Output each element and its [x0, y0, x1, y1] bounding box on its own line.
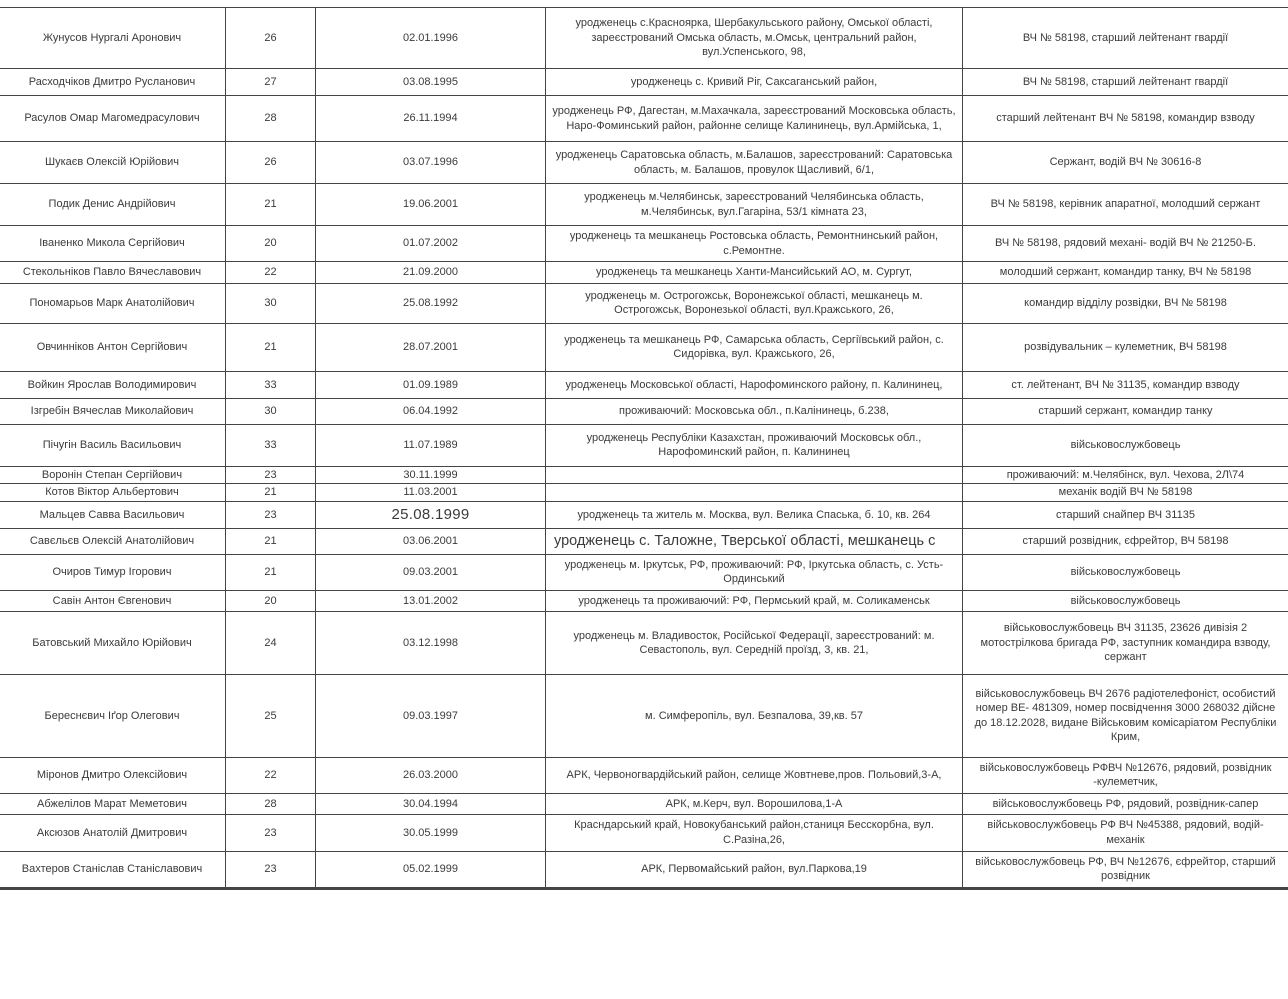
service-cell: військовослужбовець ВЧ 2676 радіотелефоніст, особистий номер ВЕ- 481309, номер посвідчення 3000 268032 дійсне до 18.12.2028, видане Військовим комісаріатом Республіки Крим,	[963, 674, 1288, 757]
name-cell: Шукаєв Олексій Юрійович	[0, 142, 226, 184]
service-cell: військовослужбовець РФ, ВЧ №12676, єфрейтор, старший розвідник	[963, 851, 1288, 888]
birthdate-cell: 01.09.1989	[316, 371, 546, 399]
age-cell: 33	[226, 371, 316, 399]
table-row	[0, 484, 1288, 502]
origin-cell: уродженець с. Кривий Ріг, Саксаганський район,	[546, 68, 963, 96]
table-row	[0, 184, 1288, 226]
birthdate-cell: 26.11.1994	[316, 96, 546, 142]
name-cell: Очиров Тимур Ігорович	[0, 554, 226, 590]
name-cell: Котов Віктор Альбертович	[0, 484, 226, 502]
age-cell: 27	[226, 68, 316, 96]
service-cell: військовослужбовець	[963, 424, 1288, 466]
birthdate-cell: 11.07.1989	[316, 424, 546, 466]
service-cell: молодший сержант, командир танку, ВЧ № 58198	[963, 262, 1288, 284]
origin-cell: АРК, м.Керч, вул. Ворошилова,1-А	[546, 793, 963, 815]
service-cell: військовослужбовець	[963, 590, 1288, 612]
name-cell: Подик Денис Андрійович	[0, 184, 226, 226]
origin-cell: уродженець с. Таложне, Тверської області, мешканець с	[546, 528, 963, 554]
age-cell: 23	[226, 815, 316, 851]
origin-cell: уродженець м.Челябинськ, зареєстрований Челябинська область, м.Челябинськ, вул.Гагаріна, 53/1 кімната 23,	[546, 184, 963, 226]
age-cell: 21	[226, 554, 316, 590]
age-cell: 28	[226, 96, 316, 142]
table-row	[0, 96, 1288, 142]
service-cell: ВЧ № 58198, старший лейтенант гвардії	[963, 8, 1288, 69]
service-cell: старший лейтенант ВЧ № 58198, командир взводу	[963, 96, 1288, 142]
service-cell: ВЧ № 58198, старший лейтенант гвардії	[963, 68, 1288, 96]
service-cell: військовослужбовець РФ ВЧ №45388, рядовий, водій-механік	[963, 815, 1288, 851]
name-cell: Абжелілов Марат Меметович	[0, 793, 226, 815]
table-row	[0, 68, 1288, 96]
table-row	[0, 399, 1288, 425]
origin-cell: м. Симферопіль, вул. Безпалова, 39,кв. 57	[546, 674, 963, 757]
name-cell: Жунусов Нургалі Аронович	[0, 8, 226, 69]
table-row	[0, 612, 1288, 675]
name-cell: Береснєвич Іґор Олегович	[0, 674, 226, 757]
service-cell: військовослужбовець	[963, 554, 1288, 590]
origin-cell	[546, 466, 963, 484]
name-cell: Вахтеров Станіслав Станіславович	[0, 851, 226, 888]
birthdate-cell: 06.04.1992	[316, 399, 546, 425]
service-cell: Сержант, водій ВЧ № 30616-8	[963, 142, 1288, 184]
service-cell: військовослужбовець РФВЧ №12676, рядовий, розвідник -кулеметчик,	[963, 757, 1288, 793]
table-row	[0, 262, 1288, 284]
table-row	[0, 226, 1288, 262]
service-cell: ст. лейтенант, ВЧ № 31135, командир взводу	[963, 371, 1288, 399]
age-cell: 24	[226, 612, 316, 675]
origin-cell: уродженець Московської області, Нарофоминского району, п. Калининец,	[546, 371, 963, 399]
service-cell: командир відділу розвідки, ВЧ № 58198	[963, 283, 1288, 323]
name-cell: Мальцев Савва Васильович	[0, 501, 226, 528]
name-cell: Батовський Михайло Юрійович	[0, 612, 226, 675]
origin-cell: АРК, Червоногвардійський район, селище Жовтневе,пров. Польовий,3-А,	[546, 757, 963, 793]
birthdate-cell: 03.06.2001	[316, 528, 546, 554]
name-cell: Овчинніков Антон Сергійович	[0, 323, 226, 371]
origin-cell: уродженець с.Красноярка, Шербакульського району, Омської області, зареєстрований Омська область, м.Омськ, центральний район, вул.Успенського, 98,	[546, 8, 963, 69]
birthdate-cell: 28.07.2001	[316, 323, 546, 371]
name-cell: Пічугін Василь Васильович	[0, 424, 226, 466]
birthdate-cell: 25.08.1999	[316, 501, 546, 528]
table-row	[0, 466, 1288, 484]
service-cell: військовослужбовець ВЧ 31135, 23626 дивізія 2 мотострілкова бригада РФ, заступник командира взводу, сержант	[963, 612, 1288, 675]
origin-cell: проживаючий: Московська обл., п.Калінинець, б.238,	[546, 399, 963, 425]
birthdate-cell: 09.03.2001	[316, 554, 546, 590]
name-cell: Воронін Степан Сергійович	[0, 466, 226, 484]
name-cell: Войкин Ярослав Володимирович	[0, 371, 226, 399]
age-cell: 22	[226, 262, 316, 284]
origin-cell: уродженець та мешканець Ростовська область, Ремонтнинський район, с.Ремонтне.	[546, 226, 963, 262]
age-cell: 21	[226, 528, 316, 554]
table-row	[0, 8, 1288, 69]
personnel-table	[0, 7, 1288, 890]
birthdate-cell: 30.04.1994	[316, 793, 546, 815]
table-row	[0, 323, 1288, 371]
service-cell: старший розвідник, єфрейтор, ВЧ 58198	[963, 528, 1288, 554]
table-body	[0, 8, 1288, 889]
service-cell: ВЧ № 58198, керівник апаратної, молодший сержант	[963, 184, 1288, 226]
origin-cell: уродженець та проживаючий: РФ, Пермський край, м. Соликаменськ	[546, 590, 963, 612]
name-cell: Савін Антон Євгенович	[0, 590, 226, 612]
origin-cell: уродженець РФ, Дагестан, м.Махачкала, зареєстрований Московська область, Наро-Фоминський район, районне селище Калининець, вул.Армійська, 1,	[546, 96, 963, 142]
name-cell: Расулов Омар Магомедрасулович	[0, 96, 226, 142]
origin-cell: АРК, Первомайський район, вул.Паркова,19	[546, 851, 963, 888]
birthdate-cell: 25.08.1992	[316, 283, 546, 323]
table-row	[0, 283, 1288, 323]
service-cell: старший снайпер ВЧ 31135	[963, 501, 1288, 528]
birthdate-cell: 02.01.1996	[316, 8, 546, 69]
origin-cell: уродженець та мешканець Ханти-Мансийський АО, м. Сургут,	[546, 262, 963, 284]
age-cell: 20	[226, 590, 316, 612]
name-cell: Стекольніков Павло Вячеславович	[0, 262, 226, 284]
table-row	[0, 590, 1288, 612]
age-cell: 21	[226, 484, 316, 502]
service-cell: механік водій ВЧ № 58198	[963, 484, 1288, 502]
birthdate-cell: 03.12.1998	[316, 612, 546, 675]
service-cell: військовослужбовець РФ, рядовий, розвідник-сапер	[963, 793, 1288, 815]
table-row	[0, 757, 1288, 793]
name-cell: Расходчіков Дмитро Русланович	[0, 68, 226, 96]
age-cell: 23	[226, 501, 316, 528]
name-cell: Іваненко Микола Сергійович	[0, 226, 226, 262]
birthdate-cell: 09.03.1997	[316, 674, 546, 757]
origin-cell: Красндарський край, Новокубанський район,станиця Бесскорбна, вул. С.Разіна,26,	[546, 815, 963, 851]
birthdate-cell: 03.08.1995	[316, 68, 546, 96]
origin-cell: уродженець м. Іркутськ, РФ, проживаючий: РФ, Іркутська область, с. Усть-Ординський	[546, 554, 963, 590]
birthdate-cell: 01.07.2002	[316, 226, 546, 262]
age-cell: 33	[226, 424, 316, 466]
birthdate-cell: 19.06.2001	[316, 184, 546, 226]
table-row	[0, 674, 1288, 757]
name-cell: Ізгребін Вячеслав Миколайович	[0, 399, 226, 425]
table-row	[0, 501, 1288, 528]
age-cell: 21	[226, 184, 316, 226]
origin-cell: уродженець та житель м. Москва, вул. Велика Спаська, б. 10, кв. 264	[546, 501, 963, 528]
name-cell: Аксюзов Анатолій Дмитрович	[0, 815, 226, 851]
birthdate-cell: 03.07.1996	[316, 142, 546, 184]
age-cell: 21	[226, 323, 316, 371]
origin-cell: уродженець Республіки Казахстан, проживаючий Московськ обл., Нарофоминский район, п. Калининец	[546, 424, 963, 466]
origin-cell: уродженець Саратовська область, м.Балашов, зареєстрований: Саратовська область, м. Балашов, провулок Щасливий, 6/1,	[546, 142, 963, 184]
origin-cell	[546, 484, 963, 502]
age-cell: 23	[226, 466, 316, 484]
birthdate-cell: 30.05.1999	[316, 815, 546, 851]
service-cell: розвідувальник – кулеметник, ВЧ 58198	[963, 323, 1288, 371]
origin-cell: уродженець та мешканець РФ, Самарська область, Сергіївський район, с. Сидорівка, вул. Кражського, 26,	[546, 323, 963, 371]
age-cell: 25	[226, 674, 316, 757]
age-cell: 28	[226, 793, 316, 815]
age-cell: 23	[226, 851, 316, 888]
table-row	[0, 528, 1288, 554]
name-cell: Пономарьов Марк Анатолійович	[0, 283, 226, 323]
table-row	[0, 554, 1288, 590]
service-cell: ВЧ № 58198, рядовий механі- водій ВЧ № 21250-Б.	[963, 226, 1288, 262]
service-cell: старший сержант, командир танку	[963, 399, 1288, 425]
birthdate-cell: 26.03.2000	[316, 757, 546, 793]
name-cell: Міронов Дмитро Олексійович	[0, 757, 226, 793]
table-row	[0, 142, 1288, 184]
age-cell: 26	[226, 8, 316, 69]
table-row	[0, 851, 1288, 888]
age-cell: 30	[226, 283, 316, 323]
age-cell: 30	[226, 399, 316, 425]
name-cell: Савєльєв Олексій Анатолійович	[0, 528, 226, 554]
birthdate-cell: 21.09.2000	[316, 262, 546, 284]
birthdate-cell: 11.03.2001	[316, 484, 546, 502]
origin-cell: уродженець м. Владивосток, Російської Федерації, зареєстрований: м. Севастополь, вул. Середній проїзд, 3, кв. 21,	[546, 612, 963, 675]
birthdate-cell: 30.11.1999	[316, 466, 546, 484]
table-row	[0, 815, 1288, 851]
table-row	[0, 793, 1288, 815]
birthdate-cell: 13.01.2002	[316, 590, 546, 612]
age-cell: 20	[226, 226, 316, 262]
table-row	[0, 424, 1288, 466]
age-cell: 22	[226, 757, 316, 793]
birthdate-cell: 05.02.1999	[316, 851, 546, 888]
origin-cell: уродженець м. Острогожськ, Воронежської області, мешканець м. Острогожськ, Воронезької області, вул.Кражського, 26,	[546, 283, 963, 323]
table-row	[0, 371, 1288, 399]
service-cell: проживаючий: м.Челябінск, вул. Чехова, 2Л\74	[963, 466, 1288, 484]
age-cell: 26	[226, 142, 316, 184]
